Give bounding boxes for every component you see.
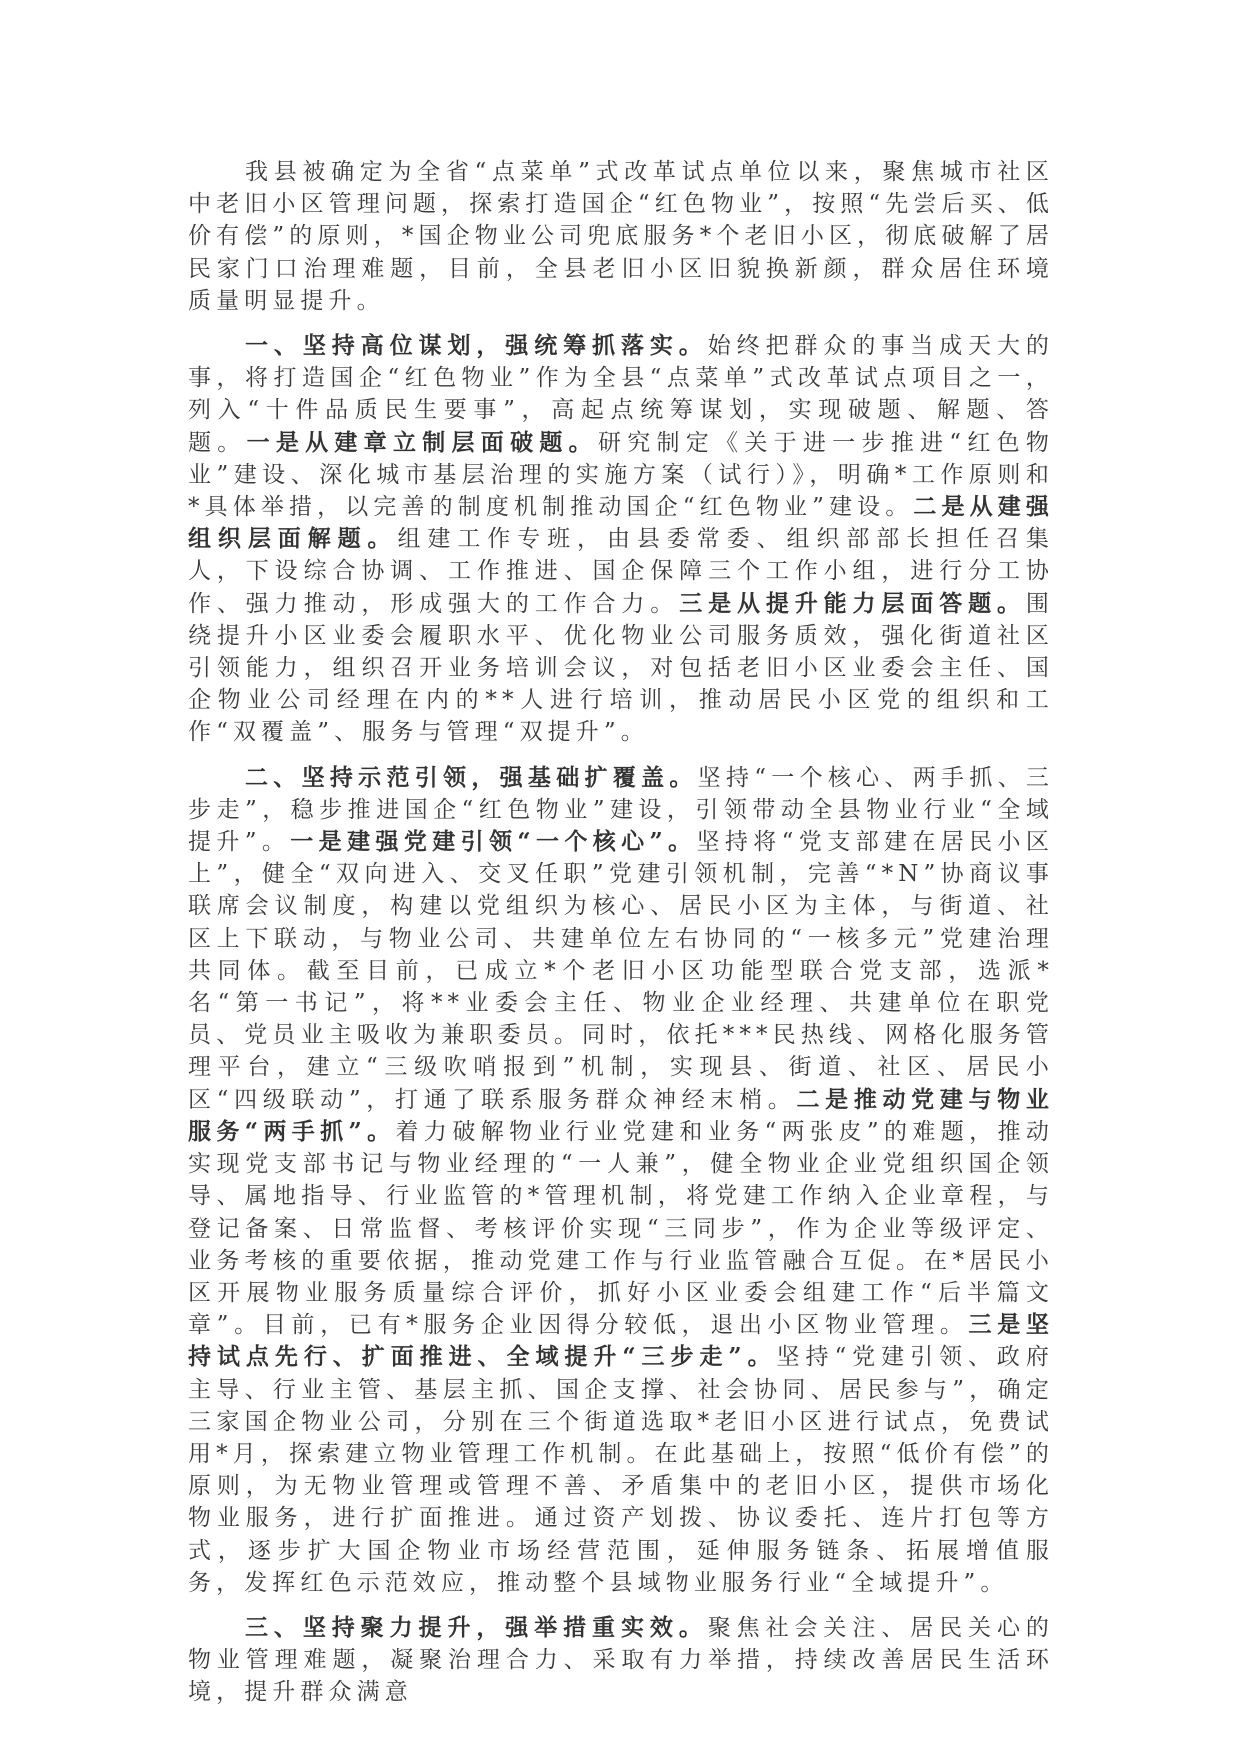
- subpoint-heading: 三是坚持试点先行、扩面推进、全域提升“三步走”。: [188, 1311, 1054, 1371]
- paragraph-text: 围绕提升小区业委会履职水平、优化物业公司服务质效，强化街道社区引领能力，组织召开业务培训会议，对包括老旧小区业委会主任、国企物业公司经理在内的**人进行培训，推动居民小区党的组织和工作“双覆盖”、服务与管理“双提升”。: [188, 590, 1055, 746]
- paragraph-text: 坚持将“党支部建在居民小区上”，健全“双向进入、交叉任职”党建引领机制，完善“*N”协商议事联席会议制度，构建以党组织为核心、居民小区为主体，与街道、社区上下联动，与物业公司、共建单位左右协同的“一核多元”党建治理共同体。截至目前，已成立*个老旧小区功能型联合党支部，选派*名“第一书记”，将**业委会主任、物业企业经理、共建单位在职党员、党员业主吸收为兼职委员。同时，依托***民热线、网格化服务管理平台，建立“三级吹哨报到”机制，实现县、街道、社区、居民小区“四级联动”，打通了联系服务群众神经末梢。: [188, 829, 1054, 1113]
- section-2-paragraph: [188, 762, 1054, 1599]
- paragraph-text: 聚焦社会关注、居民关心的物业管理难题，凝聚治理合力、采取有力举措，持续改善居民生活环境，提升群众满意: [188, 1614, 1054, 1706]
- section-1-heading: 一、坚持高位谋划，强统筹抓落实。: [245, 332, 708, 360]
- paragraph-text: 着力破解物业行业党建和业务“两张皮”的难题，推动实现党支部书记与物业经理的“一人兼”，健全物业企业党组织国企领导、属地指导、行业监管的*管理机制，将党建工作纳入企业章程，与登记备案、日常监督、考核评价实现“三同步”，作为企业等级评定、业务考核的重要依据，推动党建工作与行业监管融合互促。在*居民小区开展物业服务质量综合评价，抓好小区业委会组建工作“后半篇文章”。目前，已有*服务企业因得分较低，退出小区物业管理。: [188, 1118, 1055, 1339]
- paragraph-text: 研究制定《关于进一步推进“红色物业”建设、深化城市基层治理的实施方案（试行）》，明确*工作原则和*具体举措，以完善的制度机制推动国企“红色物业”建设。: [188, 429, 1055, 521]
- subpoint-heading: 二是从建强组织层面解题。: [188, 493, 1055, 553]
- paragraph-text: 始终把群众的事当成天大的事，将打造国企“红色物业”作为全县“点菜单”式改革试点项目之一，列入“十件品质民生要事”，高起点统筹谋划，实现破题、解题、答题。: [188, 333, 1054, 456]
- section-2-heading: 二、坚持示范引领，强基础扩覆盖。: [245, 763, 698, 791]
- subpoint-heading: 二是推动党建与物业服务“两手抓”。: [188, 1085, 1055, 1145]
- paragraph-text: 坚持“一个核心、两手抓、三步走”，稳步推进国企“红色物业”建设，引领带动全县物业行业“全域提升”。: [188, 764, 1054, 856]
- paragraph-text: 我县被确定为全省“点菜单”式改革试点单位以来，聚焦城市社区中老旧小区管理问题，探索打造国企“红色物业”，按照“先尝后买、低价有偿”的原则，*国企物业公司兜底服务*个老旧小区，彻底破解了居民家门口治理难题，目前，全县老旧小区旧貌换新颜，群众居住环境质量明显提升。: [188, 159, 1054, 314]
- subpoint-heading: 一是从建章立制层面破题。: [246, 428, 598, 456]
- paragraph-text: 坚持“党建引领、政府主导、行业主管、基层主抓、国企支撑、社会协同、居民参与”，确定三家国企物业公司，分别在三个街道选取*老旧小区进行试点，免费试用*月，探索建立物业管理工作机制。在此基础上，按照“低价有偿”的原则，为无物业管理或管理不善、矛盾集中的老旧小区，提供市场化物业服务，进行扩面推进。通过资产划拨、协议委托、连片打包等方式，逐步扩大国企物业市场经营范围，延伸服务链条、拓展增值服务，发挥红色示范效应，推动整个县域物业服务行业“全域提升”。: [188, 1344, 1054, 1596]
- subpoint-heading: 三是从提升能力层面答题。: [679, 589, 1026, 617]
- section-3-heading: 三、坚持聚力提升，强举措重实效。: [245, 1613, 708, 1641]
- section-3-paragraph: [188, 1612, 1054, 1709]
- paragraph-text: 组建工作专班，由县委常委、组织部部长担任召集人，下设综合协调、工作推进、国企保障三个工作小组，进行分工协作、强力推动，形成强大的工作合力。: [188, 526, 1055, 617]
- section-1-paragraph: [188, 330, 1054, 749]
- document-page: [188, 156, 1054, 1722]
- subpoint-heading: 一是建强党建引领“一个核心”。: [290, 828, 697, 856]
- intro-paragraph: [188, 156, 1054, 317]
